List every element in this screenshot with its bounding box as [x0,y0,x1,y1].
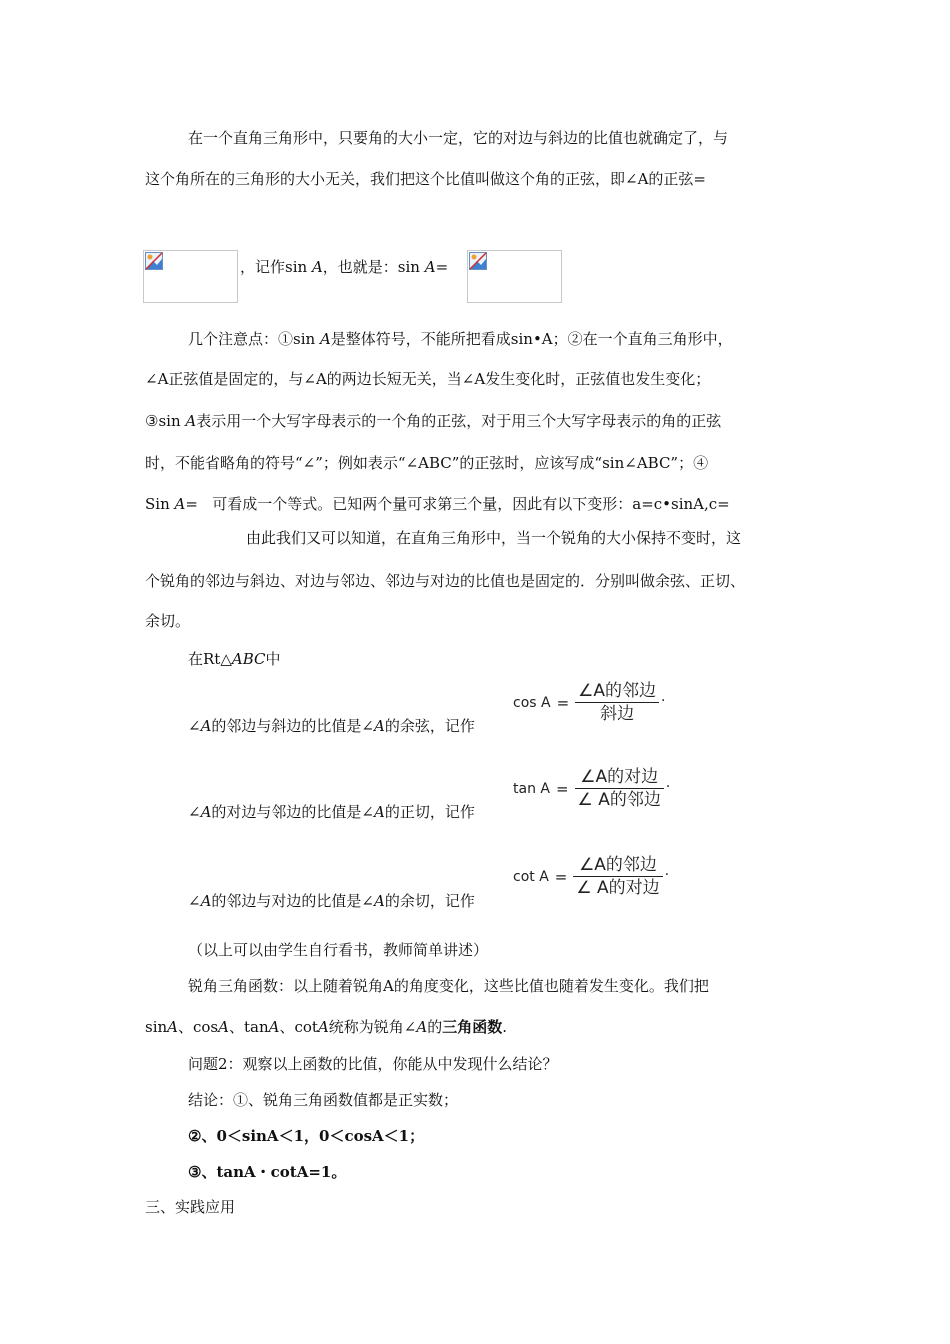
teaching-note: （以上可以由学生自行看书，教师简单讲述） [188,941,489,959]
section-heading-3: 三、实践应用 [145,1198,236,1216]
para1-line1: 在一个直角三角形中，只要角的大小一定，它的对边与斜边的比值也就确定了，与 [188,129,729,147]
para1-line2: 这个角所在的三角形的大小无关，我们把这个比值叫做这个角的正弦，即∠A的正弦= [145,170,706,188]
para3-line2: 个锐角的邻边与斜边、对边与邻边、邻边与对边的比值也是固定的．分别叫做余弦、正切、 [145,572,746,590]
broken-image-placeholder [467,250,562,303]
definition-cos: ∠A的邻边与斜边的比值是∠A的余弦，记作 [188,717,475,735]
para3-line3: 余切。 [145,612,191,630]
broken-image-icon [469,252,487,270]
para2-line5: Sin A= 可看成一个等式。已知两个量可求第三个量，因此有以下变形：a=c•sinA,c= [145,495,730,513]
broken-image-placeholder [143,250,238,303]
cos-formula: cos A = $\frac{\text{∠A的邻边}}{\text{斜边}}$ . [513,681,666,724]
para1-line3: ，记作sin A，也就是：sin A= [240,258,449,276]
definition-tan: ∠A的对边与邻边的比值是∠A的正切，记作 [188,803,475,821]
para2-line2: ∠A正弦值是固定的，与∠A的两边长短无关，当∠A发生变化时，正弦值也发生变化； [145,370,711,388]
conclusion-2: ②、0＜sinA＜1，0＜cosA＜1； [188,1127,425,1145]
cot-formula: cot A = $\frac{\text{∠A的邻边}}{\text{∠ A的对边}}$ . [513,855,670,898]
conclusion-3: ③、tanA・cotA=1。 [188,1163,347,1181]
para2-line3: ③sin A表示用一个大写字母表示的一个角的正弦，对于用三个大写字母表示的角的正弦 [145,412,722,430]
question-2: 问题2：观察以上函数的比值，你能从中发现什么结论？ [188,1055,558,1073]
definition-cot: ∠A的邻边与对边的比值是∠A的余切，记作 [188,892,475,910]
conclusion-1: 结论：①、锐角三角函数值都是正实数； [188,1091,459,1109]
para2-line4: 时，不能省略角的符号“∠”；例如表示“∠ABC”的正弦时，应该写成“sin∠ABC”；④ [145,454,709,472]
rt-triangle-line: 在Rt△ABC中 [188,650,281,668]
para2-line1: 几个注意点：①sin A是整体符号，不能所把看成sin•A；②在一个直角三角形中， [188,330,733,348]
para3-line1: 由此我们又可以知道，在直角三角形中，当一个锐角的大小保持不变时，这 [246,529,742,547]
broken-image-icon [145,252,163,270]
acute-trig-line1: 锐角三角函数：以上随着锐角A的角度变化，这些比值也随着发生变化。我们把 [188,977,709,995]
tan-formula: tan A = $\frac{\text{∠A的对边}}{\text{∠ A的邻边}}$ . [513,767,671,810]
acute-trig-line2: sinA、cosA、tanA、cotA统称为锐角∠A的三角函数. [145,1018,508,1036]
